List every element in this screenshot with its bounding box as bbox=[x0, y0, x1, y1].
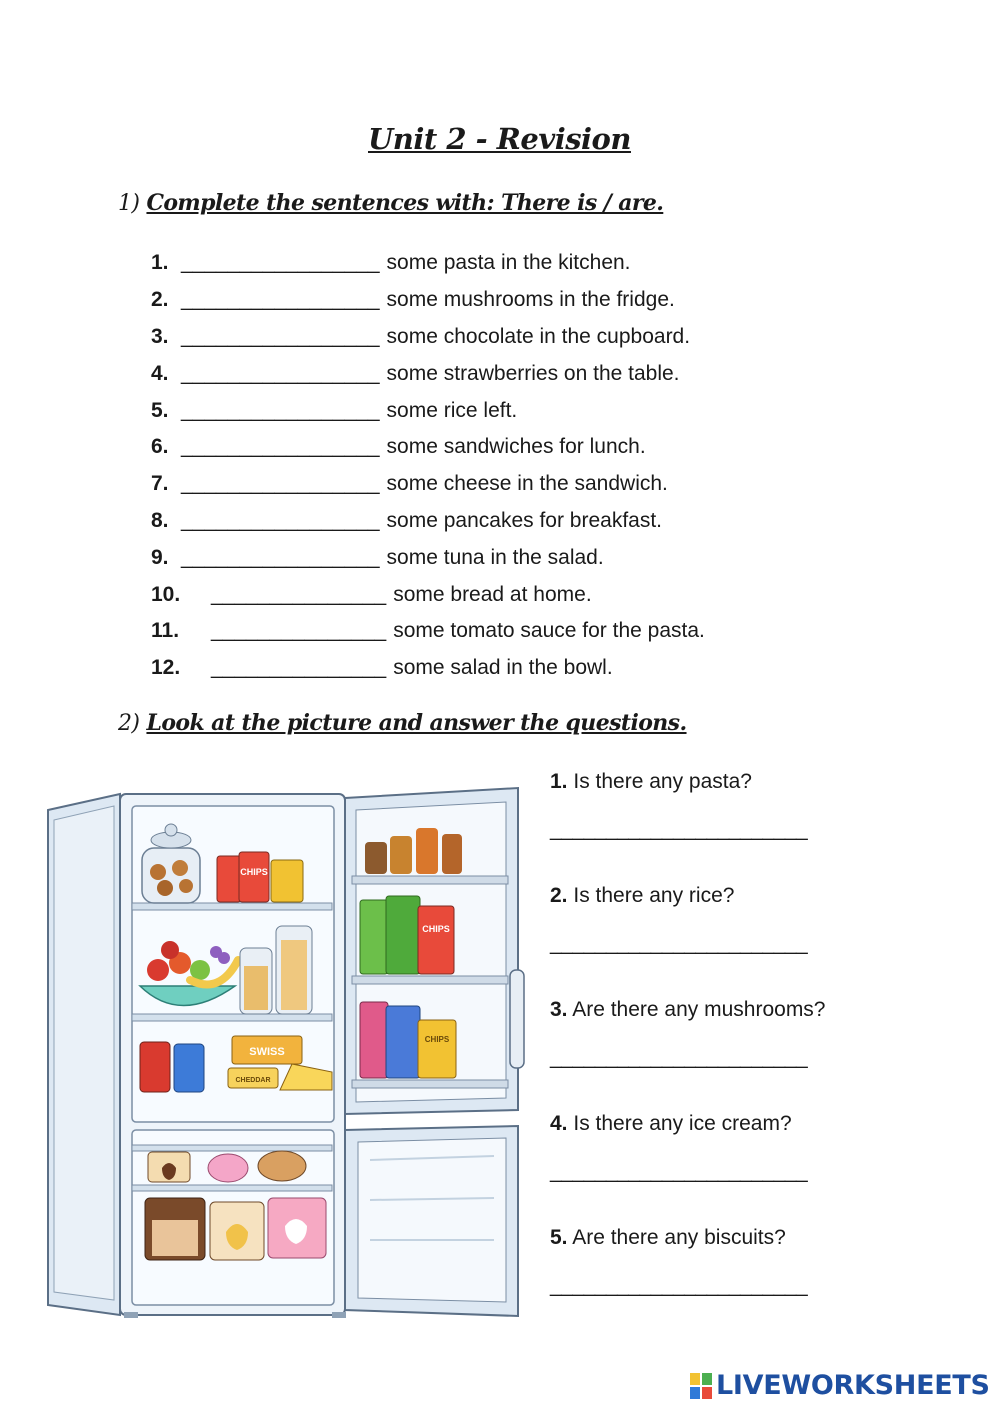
exercise-item bbox=[151, 650, 705, 687]
answer-blank[interactable]: _______________ bbox=[211, 619, 387, 643]
question-text: Is there any rice? bbox=[573, 884, 735, 907]
sentence-text: some strawberries on the table. bbox=[386, 361, 680, 385]
answer-blank[interactable]: _________________ bbox=[181, 288, 380, 312]
answer-blank[interactable]: _________________ bbox=[181, 435, 380, 459]
liveworksheets-logo bbox=[690, 1370, 990, 1401]
swiss-label: SWISS bbox=[249, 1046, 285, 1058]
section-1-heading bbox=[118, 190, 663, 216]
exercise-item bbox=[151, 466, 705, 503]
section-2-heading bbox=[118, 710, 687, 736]
exercise-item bbox=[151, 613, 705, 650]
exercise-1-list bbox=[151, 245, 705, 687]
logo-text: LIVEWORKSHEETS bbox=[716, 1370, 990, 1401]
sentence-text: some mushrooms in the fridge. bbox=[386, 288, 675, 312]
answer-blank[interactable]: _________________ bbox=[181, 361, 380, 385]
question-number: 1. bbox=[550, 770, 568, 793]
question-number: 4. bbox=[550, 1112, 568, 1135]
item-number: 11. bbox=[151, 619, 180, 643]
sentence-text: some rice left. bbox=[386, 398, 518, 422]
section-title: Complete the sentences with: There is / are. bbox=[146, 190, 664, 216]
answer-line[interactable]: _______________________ bbox=[550, 1160, 808, 1183]
exercise-item bbox=[151, 539, 705, 576]
item-number: 12. bbox=[151, 656, 181, 680]
chips-label: CHIPS bbox=[424, 1035, 450, 1044]
item-number: 8. bbox=[151, 508, 169, 532]
sentence-text: some pasta in the kitchen. bbox=[386, 251, 631, 275]
sentence-text: some tomato sauce for the pasta. bbox=[393, 619, 705, 643]
answer-line[interactable]: _______________________ bbox=[550, 818, 808, 841]
exercise-item bbox=[151, 392, 705, 429]
item-number: 6. bbox=[151, 435, 169, 459]
sentence-text: some pancakes for breakfast. bbox=[386, 508, 663, 532]
item-number: 4. bbox=[151, 361, 169, 385]
question-text: Is there any pasta? bbox=[573, 770, 752, 793]
sentence-text: some tuna in the salad. bbox=[386, 545, 604, 569]
answer-blank[interactable]: _________________ bbox=[181, 545, 380, 569]
exercise-item bbox=[151, 319, 705, 356]
question-number: 2. bbox=[550, 884, 568, 907]
chips-label: CHIPS bbox=[240, 867, 268, 877]
questions-list bbox=[550, 765, 880, 1335]
section-title: Look at the picture and answer the questions. bbox=[146, 710, 687, 736]
question-number: 3. bbox=[550, 998, 568, 1021]
question bbox=[550, 765, 880, 799]
answer-line[interactable]: _______________________ bbox=[550, 1274, 808, 1297]
section-number: 2) bbox=[118, 711, 140, 736]
exercise-item bbox=[151, 503, 705, 540]
question bbox=[550, 879, 880, 913]
section-number: 1) bbox=[118, 191, 140, 216]
exercise-item bbox=[151, 576, 705, 613]
item-number: 3. bbox=[151, 324, 169, 348]
answer-blank[interactable]: _________________ bbox=[181, 251, 380, 275]
answer-blank[interactable]: _________________ bbox=[181, 472, 380, 496]
sentence-text: some chocolate in the cupboard. bbox=[386, 324, 691, 348]
item-number: 10. bbox=[151, 582, 181, 606]
question bbox=[550, 1221, 880, 1255]
cheddar-label: CHEDDAR bbox=[235, 1077, 271, 1084]
item-number: 9. bbox=[151, 545, 169, 569]
answer-line[interactable]: _______________________ bbox=[550, 932, 808, 955]
exercise-item bbox=[151, 355, 705, 392]
sentence-text: some sandwiches for lunch. bbox=[386, 435, 646, 459]
logo-icon bbox=[690, 1373, 712, 1399]
question-text: Is there any ice cream? bbox=[573, 1112, 792, 1135]
question-text: Are there any mushrooms? bbox=[572, 998, 826, 1021]
answer-blank[interactable]: _________________ bbox=[181, 508, 380, 532]
fridge-illustration bbox=[40, 780, 525, 1325]
chips-label: CHIPS bbox=[422, 924, 450, 934]
item-number: 1. bbox=[151, 251, 169, 275]
question bbox=[550, 1107, 880, 1141]
answer-blank[interactable]: _________________ bbox=[181, 324, 380, 348]
answer-blank[interactable]: _______________ bbox=[211, 656, 387, 680]
question-number: 5. bbox=[550, 1226, 568, 1249]
answer-blank[interactable]: _______________ bbox=[211, 582, 387, 606]
question bbox=[550, 993, 880, 1027]
answer-blank[interactable]: _________________ bbox=[181, 398, 380, 422]
sentence-text: some cheese in the sandwich. bbox=[386, 472, 668, 496]
exercise-item bbox=[151, 282, 705, 319]
page-title: Unit 2 - Revision bbox=[368, 122, 631, 156]
sentence-text: some salad in the bowl. bbox=[393, 656, 613, 680]
item-number: 7. bbox=[151, 472, 169, 496]
sentence-text: some bread at home. bbox=[393, 582, 592, 606]
question-text: Are there any biscuits? bbox=[572, 1226, 786, 1249]
exercise-item bbox=[151, 429, 705, 466]
item-number: 5. bbox=[151, 398, 169, 422]
answer-line[interactable]: _______________________ bbox=[550, 1046, 808, 1069]
exercise-item bbox=[151, 245, 705, 282]
item-number: 2. bbox=[151, 288, 169, 312]
